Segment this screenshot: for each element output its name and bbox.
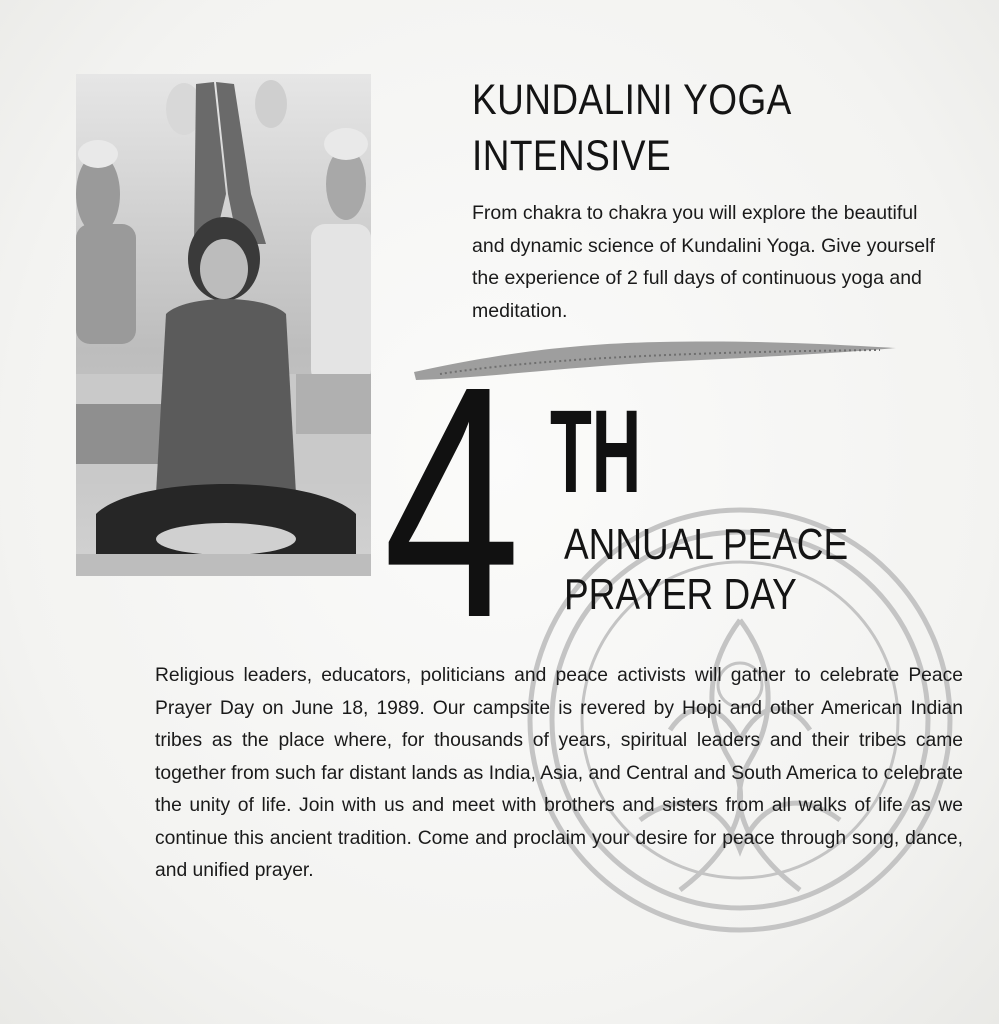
anniversary-number: 4 [383, 317, 521, 686]
event-title-line-2: PRAYER DAY [564, 570, 797, 619]
anniversary-suffix: TH [550, 386, 642, 518]
intro-paragraph: From chakra to chakra you will explore the beautiful and dynamic science of Kundalini Yoga. Give yourself the experience of 2 full days of continuous yoga and meditation. [472, 202, 935, 322]
event-description: Religious leaders, educators, politicians and peace activists will gather to celebrate Peace Prayer Day on June 18, 1989. Our campsite is revered by Hopi and other American Indian tribes as the place where, for thousands of years, spiritual leaders and their tribes came together from such far distant lands as India, Asia, and Central and South America to celebrate the unity of life. Join with us and meet with brothers and sisters from all walks of life as we continue this ancient tradition. Come and proclaim your desire for peace through song, dance, and unified prayer. [155, 665, 963, 881]
yoga-photo [76, 74, 371, 576]
heading-line-2: INTENSIVE [472, 132, 672, 180]
event-title [564, 520, 967, 620]
workshop-heading [472, 72, 902, 184]
event-title-line-1: ANNUAL PEACE [564, 520, 849, 569]
heading-line-1: KUNDALINI YOGA [472, 76, 792, 124]
